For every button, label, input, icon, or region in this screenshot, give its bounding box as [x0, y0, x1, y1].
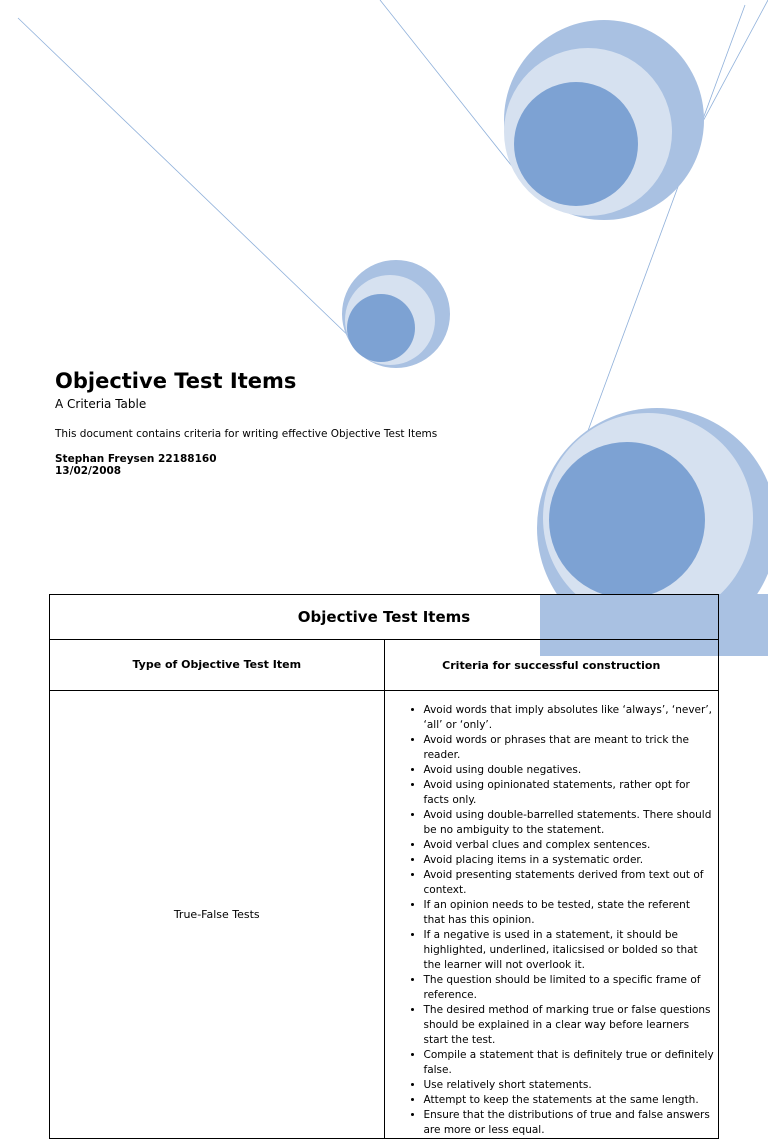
list-item: • Avoid words that imply absolutes like ‘always’, ‘never’, ‘all’ or ‘only’. [424, 703, 715, 733]
list-item: • If a negative is used in a statement, it should be highlighted, underlined, italicsised or bolded so that the learner will not overlook it. [424, 928, 715, 973]
document-date: 13/02/2008 [55, 465, 122, 477]
list-item: • Avoid using double-barrelled statements. There should be no ambiguity to the statement. [424, 808, 715, 838]
decor-line [380, 0, 515, 170]
criteria-table [49, 594, 719, 1139]
list-item: • Avoid placing items in a systematic order. [424, 853, 715, 868]
decor-circle [347, 294, 415, 362]
table-caption: Objective Test Items [50, 595, 719, 640]
criteria-list [407, 703, 715, 1138]
list-item: • Avoid using double negatives. [424, 763, 715, 778]
list-item: • Attempt to keep the statements at the same length. [424, 1093, 715, 1108]
list-item: • Avoid verbal clues and complex sentences. [424, 838, 715, 853]
document-title: Objective Test Items [55, 369, 297, 393]
row-type: True-False Tests [50, 691, 385, 1139]
list-item: • The desired method of marking true or false questions should be explained in a clear way before learners start the test. [424, 1003, 715, 1048]
author-name: Stephan Freysen 22188160 [55, 453, 217, 465]
list-item: • The question should be limited to a specific frame of reference. [424, 973, 715, 1003]
decor-circle [514, 82, 638, 206]
list-item: • Use relatively short statements. [424, 1078, 715, 1093]
document-description: This document contains criteria for writing effective Objective Test Items [55, 428, 438, 440]
list-item: • If an opinion needs to be tested, state the referent that has this opinion. [424, 898, 715, 928]
header-criteria: Criteria for successful construction [384, 640, 719, 691]
table-row [50, 691, 719, 1139]
list-item: • Avoid presenting statements derived from text out of context. [424, 868, 715, 898]
row-criteria [384, 691, 719, 1139]
document-subtitle: A Criteria Table [55, 397, 147, 411]
author-block [55, 453, 217, 477]
list-item: • Compile a statement that is definitely true or definitely false. [424, 1048, 715, 1078]
decor-circle [549, 442, 705, 598]
list-item: • Avoid words or phrases that are meant to trick the reader. [424, 733, 715, 763]
list-item: • Avoid using opinionated statements, rather opt for facts only. [424, 778, 715, 808]
list-item: • Ensure that the distributions of true and false answers are more or less equal. [424, 1108, 715, 1138]
decor-line [18, 18, 358, 345]
header-type: Type of Objective Test Item [50, 640, 385, 691]
